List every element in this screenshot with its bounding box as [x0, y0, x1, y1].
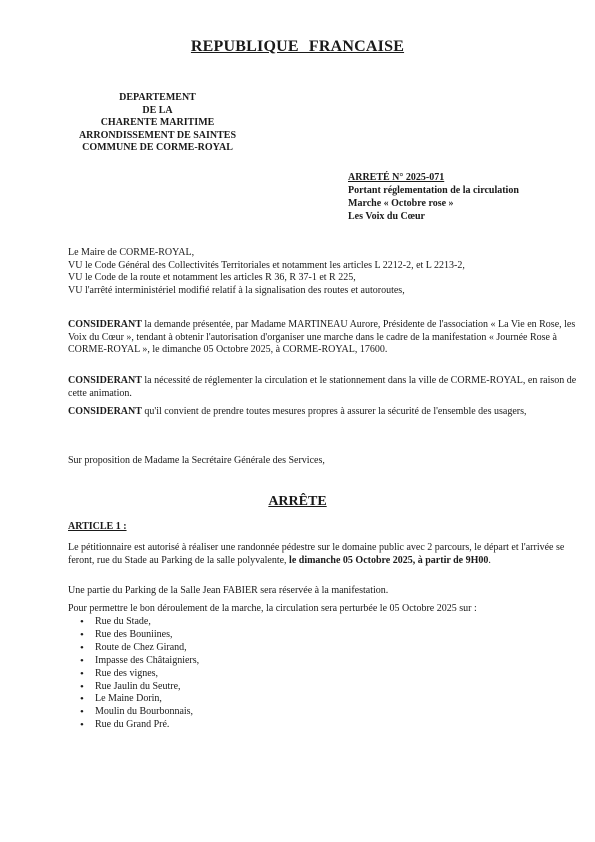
list-item: • Rue du Stade,	[95, 616, 199, 629]
arrete-subject-line: Marche « Octobre rose »	[348, 198, 454, 209]
considerant-keyword: CONSIDERANT	[68, 406, 142, 417]
arrete-number: ARRETÉ N° 2025-071	[348, 172, 445, 183]
list-item: • Route de Chez Girand,	[95, 642, 199, 655]
considerant-text: qu'il convient de prendre toutes mesures propres à assurer la sécurité de l'ensemble des usagers,	[141, 406, 527, 417]
department-line: CHARENTE MARITIME	[100, 117, 215, 128]
visa-line: VU l'arrêté interministériel modifié relatif à la signalisation des routes et autoroutes,	[68, 284, 405, 296]
list-item: • Rue des vignes,	[95, 668, 199, 681]
document-title: REPUBLIQUE FRANCAISE	[190, 38, 405, 55]
visas-block	[68, 247, 583, 297]
list-item: • Rue Jaulin du Seutre,	[95, 681, 199, 694]
considerant-text: la nécessité de réglementer la circulation et le stationnement dans la ville de CORME-ROYAL, en raison de cette animation.	[68, 375, 577, 399]
department-line: ARRONDISSEMENT DE SAINTES	[78, 129, 237, 141]
list-item: • Impasse des Châtaigniers,	[95, 655, 199, 668]
list-item: • Rue des Bouniines,	[95, 629, 199, 642]
considerant-paragraph	[68, 375, 578, 400]
considerant-text: la demande présentée, par Madame MARTINEAU Aurore, Présidente de l'association « La Vie en Rose, les Voix du Cœur », tendant à obtenir l'autorisation d'organiser une marche dans le cadre de la manifestation « Journée Rose à CORME-ROYAL », le dimanche 05 Octobre 2025, à CORME-ROYAL, 17600.	[68, 319, 576, 355]
arrete-heading: ARRÊTE	[268, 494, 327, 509]
article-text-end: .	[488, 554, 491, 566]
arrete-reference	[348, 171, 588, 223]
article-paragraph	[68, 542, 578, 567]
considerant-paragraph	[68, 319, 578, 357]
department-line: DE LA	[142, 104, 173, 116]
visa-line: VU le Code de la route et notamment les articles R 36, R 37-1 et R 225,	[68, 272, 356, 283]
article-heading: ARTICLE 1 :	[68, 521, 127, 532]
department-line: DEPARTEMENT	[119, 92, 196, 103]
department-header	[60, 92, 255, 155]
list-item: • Le Maine Dorin,	[95, 693, 199, 706]
considerant-paragraph	[68, 406, 578, 419]
article-date-emphasis: le dimanche 05 Octobre 2025, à partir de 9H00	[289, 554, 489, 566]
department-line: COMMUNE DE CORME-ROYAL	[82, 142, 233, 153]
considerant-keyword: CONSIDERANT	[68, 375, 142, 386]
article-text: Le pétitionnaire est autorisé à réaliser une randonnée pédestre sur le domaine public avec 2 parcours, le départ et l'arrivée se feront, rue du Stade au Parking de la salle polyvalente,	[68, 542, 565, 566]
article-paragraph: Pour permettre le bon déroulement de la marche, la circulation sera perturbée le 05 Octobre 2025 sur :	[68, 603, 477, 614]
visa-line: Le Maire de CORME-ROYAL,	[68, 247, 195, 258]
visa-line: VU le Code Général des Collectivités Territoriales et notamment les articles L 2212-2, et L 2213-2,	[68, 259, 465, 271]
proposal-line: Sur proposition de Madame la Secrétaire Générale des Services,	[68, 455, 325, 466]
considerant-keyword: CONSIDERANT	[68, 319, 142, 330]
street-list	[68, 616, 199, 732]
article-paragraph: Une partie du Parking de la Salle Jean FABIER sera réservée à la manifestation.	[68, 585, 389, 596]
list-item: • Rue du Grand Pré.	[95, 719, 199, 732]
list-item: • Moulin du Bourbonnais,	[95, 706, 199, 719]
arrete-subject-line: Portant réglementation de la circulation	[348, 185, 519, 196]
arrete-subject-line: Les Voix du Cœur	[348, 211, 425, 222]
